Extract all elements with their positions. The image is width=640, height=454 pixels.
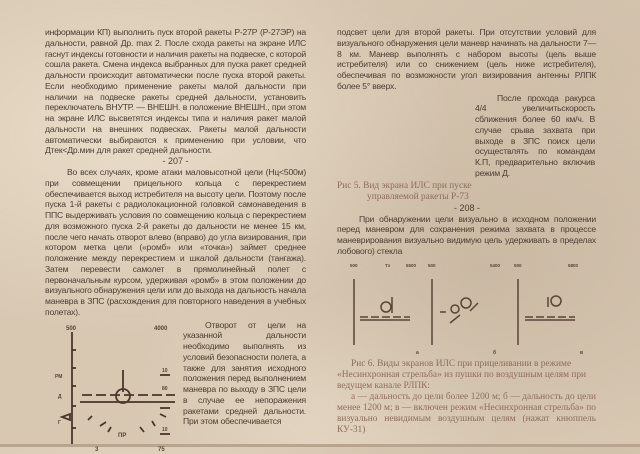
page-number-208: - 208 - <box>453 202 480 213</box>
figure-5-caption <box>337 181 596 203</box>
label-75: 75 <box>158 446 165 453</box>
label-r3: 10 <box>162 426 168 433</box>
left-figure-row <box>45 320 306 454</box>
left-page <box>45 27 306 454</box>
label-4000: 4000 <box>154 325 168 332</box>
label-g: Г <box>58 419 61 426</box>
label-pr: ПР <box>118 432 127 439</box>
caption-5-line-1: Рис 5. Вид экрана ИЛС при пуске <box>337 180 472 191</box>
figure-6-hud-diagrams <box>330 257 596 357</box>
label-a-mode: Тз <box>385 262 390 268</box>
label-500: 500 <box>66 325 77 332</box>
label-a-500: 500 <box>350 262 358 268</box>
right-page <box>337 27 596 436</box>
caption-6-body: а — дальность до цели более 1200 м; б — дальность до цели менее 1200 м; в — включен режим «Несинхронная стрельба» по визуально невидимым воздушным целям (нажат кнюппель КУ-31) <box>337 391 596 435</box>
right-paragraph-3: При обнаружении цели визуально в исходном положении перед маневром для сохранения режима захвата в процессе маневрирования визуально видимую цель удерживать в пределах лобового) стекла <box>337 213 596 256</box>
label-b-range: 5400 <box>490 262 501 268</box>
label-a-range: 5500 <box>406 262 417 268</box>
figure-5-hud-diagram <box>40 320 180 454</box>
left-paragraph-1: информации КП) выполнить пуск второй ракеты Р-27Р (Р-27ЭР) на дальности, равной Др. max 2. После схода ракеты на экране ИЛС гаснут индексы готовности и наличия ракеты на подвеске, с которой сошла ракета. Смена индекса выбранных для пуска ракет средней дальности происходит автоматически после пуска второй ракеты. Если необходимо применение ракеты малой дальности при наличии на подвеске ракеты средней дальности, установить переключатель ВНУТР. — ВНЕШН. в положение ВНЕШН., при этом на экране ИЛС высветятся индексы типа и наличия ракет малой дальности на внешних подвесках. Ракеты малой дальности автоматически выбираются к применению при условии, что Дтек<Др.мин для ракет средней дальности. <box>45 27 306 156</box>
label-r2: 80 <box>162 385 168 392</box>
left-paragraph-2: Во всех случаях, кроме атаки маловысотной цели (Нц<500м) при совмещении прицельного кольца с перекрестием обеспечивается выход истребителя на высоту цели. Поэтому после пуска 1-й ракеты с радиолокационной головкой самонаведения в ППС выдерживать условия по совмещению кольца с перекрестием для возможного пуска 2-й ракеты до дальности не менее 15 км, после чего начать отворот влево (вправо) до угла визирования, при котором метка цели («ромб» или «точка») займет среднее положение между перекрестием и шкалой дальности (тангажа). Затем перевести самолет в прямолинейный полет с первоначальным курсом, удерживая «ромб» в этом положении до визуального обнаружения цели или до выхода на дальность начала маневра в ЗПС (расхождения для повторного наведения в учебных полетах). <box>45 167 306 317</box>
label-3: 3 <box>95 446 99 453</box>
label-b-500: 500 <box>428 262 436 268</box>
panel-label-b: б <box>493 349 497 356</box>
right-paragraph-2: После прохода ракурса 4/4 увеличитьскорость сближения более 60 км/ч. В случае срыва захвата при выходе в ЗПС поиск цели осуществлять по командам К.П, предварительно включив режим Д. <box>475 92 595 178</box>
label-rm: РМ <box>55 373 63 380</box>
label-c-500: 500 <box>514 262 522 268</box>
label-c-range: 5800 <box>568 262 579 268</box>
panel-label-a: а <box>416 349 419 356</box>
caption-5-line-2: управляемой ракеты Р-73 <box>367 191 469 202</box>
left-paragraph-3: Отворот от цели на указанной дальности необходимо выполнять из условий безопасности полета, а также для занятия исходного положения перед выполнением маневра по выходу в ЗПС цели в случае ее непоражения ракетами средней дальности. При этом обеспечивается <box>183 319 306 427</box>
panel-label-c: в <box>580 349 584 356</box>
figure-6-caption <box>337 359 596 436</box>
page-number-207: - 207 - <box>162 156 189 166</box>
right-paragraph-1: подсвет цели для второй ракеты. При отсутствии условий для визуального обнаружения цели маневр начинать на дальности 7—8 км. Маневр выполнять с набором высоты (цель выше истребителя) или со снижением (цель ниже истребителя), обеспечивая по возможности угол визирования антенны РЛПК более 5° вверх. <box>337 27 596 91</box>
caption-6-title: Рис 6. Виды экранов ИЛС при прицеливании в режиме «Несинхронная стрельба» из пушки по воздушным целям при ведущем канале РЛПК: <box>337 358 587 391</box>
label-r1: 10 <box>162 367 168 374</box>
label-d: Д <box>58 393 62 400</box>
